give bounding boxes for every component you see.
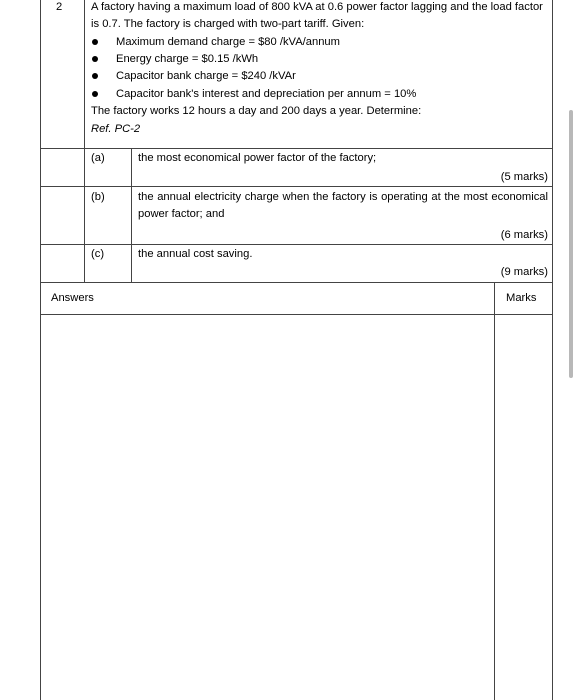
vertical-scrollbar[interactable] — [569, 110, 573, 378]
question-intro: A factory having a maximum load of 800 kVA at 0.6 power factor lagging and the load factor is 0.7. The factory is charged with two-part tariff. Given: — [91, 1, 543, 31]
given-item: Capacitor bank's interest and depreciation per annum = 10% — [91, 86, 551, 103]
part-b-text: the annual electricity charge when the factory is operating at the most economical power factor; and — [138, 191, 548, 221]
table-border-bottom — [40, 282, 553, 283]
question-body — [91, 0, 551, 138]
given-item: Maximum demand charge = $80 /kVA/annum — [91, 34, 551, 51]
table-border-number-column — [84, 0, 85, 283]
part-b-label: (b) — [91, 191, 105, 203]
row-divider-b — [40, 186, 553, 187]
bullet-icon — [92, 56, 98, 62]
part-a-label: (a) — [91, 152, 105, 164]
table-border-right — [552, 0, 553, 283]
part-b-marks: (6 marks) — [500, 229, 548, 241]
answer-border-right — [552, 282, 553, 700]
bullet-icon — [92, 91, 98, 97]
given-list — [91, 34, 551, 103]
answers-heading: Answers — [51, 292, 94, 304]
part-label-divider — [131, 148, 132, 283]
marks-heading: Marks — [506, 292, 537, 304]
bullet-icon — [92, 73, 98, 79]
question-reference: Ref. PC-2 — [91, 122, 141, 135]
given-item: Energy charge = $0.15 /kWh — [91, 51, 551, 68]
part-c-label: (c) — [91, 248, 105, 260]
answer-area[interactable] — [41, 315, 494, 700]
question-closing: The factory works 12 hours a day and 200 days a year. Determine: — [91, 105, 422, 118]
part-c-text: the annual cost saving. — [138, 248, 253, 260]
given-item: Capacitor bank charge = $240 /kVAr — [91, 68, 551, 85]
marks-area[interactable] — [495, 315, 552, 700]
part-a-marks: (5 marks) — [500, 171, 548, 183]
part-a-text: the most economical power factor of the factory; — [138, 152, 377, 164]
question-number: 2 — [56, 1, 63, 13]
table-border-left — [40, 0, 41, 283]
bullet-icon — [92, 39, 98, 45]
part-c-marks: (9 marks) — [500, 266, 548, 278]
row-divider-c — [40, 244, 553, 245]
row-divider-a — [40, 148, 553, 149]
